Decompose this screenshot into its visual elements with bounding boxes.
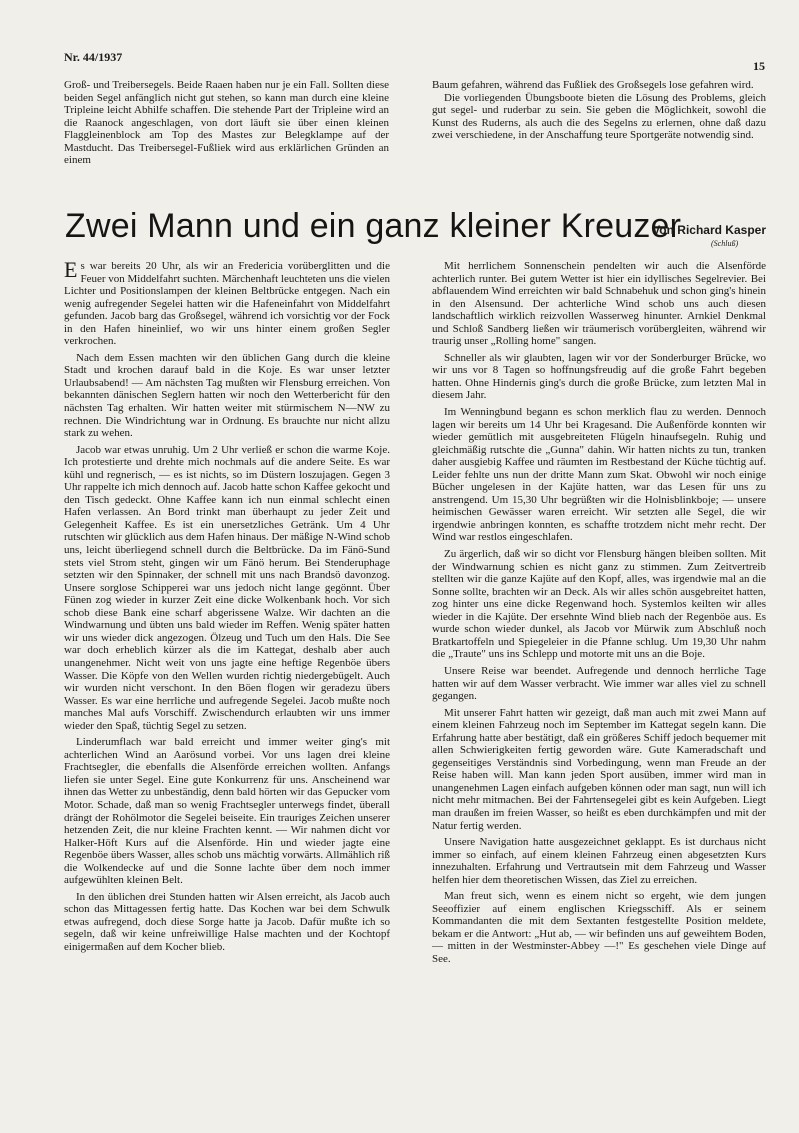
paragraph-text: s war bereits 20 Uhr, als wir an Fredericia vorüberglitten und die Feuer von Middelfahrt suchten. Märchenhaft leuchteten uns die vielen Lichter und Positionslampen der kleinen Beltbrücke entgegen. Nach ein wenig aufregender Segelei hatten wir die Hafeneinfahrt von Middelfahrt gefunden. Jacob barg das Großsegel, während ich vorsichtig vor der Fock in den Hafen hineinlief, wo wir uns hinter einem großen Segler verkrochen. [64, 260, 390, 348]
paragraph: Linderumflach war bald erreicht und immer weiter ging's mit achterlichen Wind an Aarösund vorbei. Vor uns lagen drei kleine Frachtsegler, die ebenfalls die Alsenförde erreichen wollten. Anfangs liefen sie unter Segel. Eine gute Konkurrenz für uns. Anscheinend war ihnen das Wetter zu unbeständig, denn bald hörten wir das Gepucker vom Motor. Schade, daß man so wenig Frachtsegler unterwegs findet, überall drängt der Rohölmotor die Segelei beiseite. Ein trauriges Zeichen unserer hetzenden Zeit, die nur kleine Frachten kennt. — Wir nahmen dicht vor Halker-Höft Kurs auf die Alsenförde. Hin und wieder jagte eine Regenböe übers Wasser, alles schob uns mächtig vorwärts. Allmählich riß die Wolkendecke auf und die Sonne lachte über dem noch immer aufgewühlten kleinen Belt. [64, 736, 390, 887]
article-right-column [432, 260, 766, 966]
paragraph: Schneller als wir glaubten, lagen wir vor der Sonderburger Brücke, wo wir uns vor 8 Tagen so hoffnungsfreudig auf die große Fahrt begeben hatten. Ohne Hindernis ging's durch die große Brücke, zum letzten Mal in diesem Jahr. [432, 351, 766, 402]
paragraph: Mit unserer Fahrt hatten wir gezeigt, daß man auch mit zwei Mann auf einem kleinen Fahrzeug noch im September im Kattegat segeln kann. Die Erfahrung hatte aber bestätigt, daß ein größeres Schiff jedoch bequemer mit allen Schwierigkeiten fertig geworden wäre. Gute Kameradschaft und gegenseitiges Verständnis sind Vorbedingung, wenn man Freude an der Reise haben will. Man kann jeden Sport ausüben, immer wird man in unangenehmen Lagen einfach aufgeben können oder man sagt, nun will ich nicht mehr mitmachen. Bei der Fahrtensegelei gibt es kein Aufgeben. Liegt man draußen im freien Wasser, so heißt es eben durchkämpfen und mit der Natur fertig werden. [432, 706, 766, 832]
issue-number: Nr. 44/1937 [64, 50, 123, 64]
paragraph: Man freut sich, wenn es einem nicht so ergeht, wie dem jungen Seeoffizier auf einem englischen Kriegsschiff. Als er seinem Kommandanten die mit dem Sextanten festgestellte Position meldete, bekam er die Antwort: „Hut ab, — wir befinden uns auf geweihtem Boden, — mitten in der Westminster-Abbey —!" Es geschehen viele Dinge auf See. [432, 890, 766, 965]
paragraph: Im Wenningbund begann es schon merklich flau zu werden. Dennoch lagen wir bereits um 14 Uhr bei Kragesand. Die Außenförde konnten wir wieder gemütlich mit ausgebreiteten Flügeln hinaufsegeln. Ruhig und gleichmäßig rutschte die „Gunna" dahin. Wir hatten nichts zu tun, tranken daher ausgiebig Kaffee und räumten im Restbestand der Küche tüchtig auf. Leider fehlte uns nun der dritte Mann zum Skat. Obwohl wir noch einige Bücher ungelesen in der Kajüte hatten, war das Lesen für uns zu anstrengend. Um 15,30 Uhr begrüßten wir die Holnisblinkboje; — unsere heimischen Gewässer waren erreicht. Wir setzten alle Segel, die wir irgendwie anbringen konnten, es schaffte trotzdem nicht mehr recht. Der Wind war restlos eingeschlafen. [432, 406, 766, 544]
paragraph: Nach dem Essen machten wir den üblichen Gang durch die kleine Stadt und krochen darauf bald in die Koje. Es war unser letzter Urlaubsabend! — Am nächsten Tag mußten wir Flensburg erreichen. Von bekannten dänischen Seglern hatten wir noch den Wetterbericht für den nächsten Tag erhalten. Wir hatten weiter mit stürmischem N—NW zu rechnen. Die Windrichtung war in Ordnung. Es brauchte nur nicht allzu stark zu wehen. [64, 351, 390, 440]
drop-cap: E [64, 257, 78, 282]
paragraph: Jacob war etwas unruhig. Um 2 Uhr verließ er schon die warme Koje. Ich protestierte und drehte mich nochmals auf die andere Seite. Es war kühl und regnerisch, — es ist nichts, so im Düstern loszujagen. Gegen 3 Uhr rappelte ich mich dennoch auf. Jacob hatte schon Kaffee gekocht und den Tisch gedeckt. Ohne Kaffee kann ich nun einmal schlecht einen Hafen verlassen. An Bord trinkt man überhaupt zu jeder Zeit und Gelegenheit Kaffee. Es ist ein unersetzliches Getränk. Um 4 Uhr rutschten wir glücklich aus dem Hafen hinaus. Der mäßige N-Wind schob uns, leicht überliegend schnell durch die Beltbrücke. Da im Fänö-Sund stets viel Strom steht, gingen wir um Fänö herum. Bei Stenderuphage setzten wir den Spinnaker, der schnell mit uns nach Brandsö davonzog. Unsere sorglose Schipperei war uns jedoch nicht lange gegönnt. Über Fünen zog wieder in kurzer Zeit eine dicke Wolkenbank hoch. Vor sich schob diese Bank eine scharf abgerissene Walze. Wir dachten an die Windwarnung und übten uns bald wieder im Reffen. Wenig später hatten wir uns wieder dick angezogen. Ölzeug und Tuch um den Hals. Die See war doch erheblich kürzer als die im Kattegat, deshalb aber auch unangenehmer. Nicht weit von uns jagte eine heftige Regenböe übers Wasser. Die Köpfe von den Wellen wurden richtig niedergebügelt. Auch wir wurden nicht verschont. In den Böen flogen wir geradezu übers Wasser. Es war eine herrliche und aufregende Segelei. Jacob mußte noch manches Mal aufs Vorschiff. Zwischendurch erlaubten wir uns immer wieder den Spaß, tüchtig Segel zu setzen. [64, 443, 390, 732]
previous-article-left-column [64, 79, 389, 167]
paragraph: Groß- und Treibersegels. Beide Raaen haben nur je ein Fall. Sollten diese beiden Segel anfänglich nicht gut stehen, so kann man durch eine kleine Tripleine leicht Abhilfe schaffen. Die stehende Part der Tripleine wird an die Raanock angeschlagen, von dort läuft sie über einen kleinen Flaggleinenblock am Top des Mastes zur Belegklampe auf der Mastducht. Das Treibersegel-Fußliek wird aus erklärlichen Gründen an einem [64, 79, 389, 167]
paragraph: Die vorliegenden Übungsboote bieten die Lösung des Problems, gleich gut segel- und ruderbar zu sein. Sie geben die Möglichkeit, sowohl die Kunst des Ruderns, als auch die des Segelns zu erlernen, ohne daß dazu zwei verschiedene, in der Anschaffung teure Sportgeräte notwendig sind. [432, 91, 766, 142]
article-byline: Von Richard Kasper [652, 223, 766, 237]
paragraph: Mit herrlichem Sonnenschein pendelten wir auch die Alsenförde achterlich runter. Bei gutem Wetter ist hier ein idyllisches Segelrevier. Bei abflauendem Wind erreichten wir bald Schnabehuk und schon ging's hinein in den Alsensund. Der achterliche Wind schob uns auch diesen landschaftlich wirklich reizvollen Wasserweg hinunter. Arnkiel Denkmal und Schloß Sandberg ließen wir träumerisch vorübergleiten, während wir traurig unser „Rolling home" sangen. [432, 260, 766, 348]
article-title: Zwei Mann und ein ganz kleiner Kreuzer [65, 207, 682, 245]
paragraph: Unsere Navigation hatte ausgezeichnet geklappt. Es ist durchaus nicht immer so einfach, auf einem kleinen Fahrzeug einen abgesetzten Kurs innezuhalten. Erfahrung und Vertrautsein mit dem Fahrzeug und Wasser helfen hier dem theoretischen Wissen, das Ziel zu erreichen. [432, 836, 766, 886]
paragraph: Unsere Reise war beendet. Aufregende und dennoch herrliche Tage hatten wir auf dem Wasser verbracht. Wie immer war alles viel zu schnell gegangen. [432, 664, 766, 703]
previous-article-right-column [432, 79, 766, 142]
continuation-note: (Schluß) [711, 239, 739, 248]
article-left-column [64, 257, 390, 954]
paragraph: Zu ärgerlich, daß wir so dicht vor Flensburg hängen bleiben sollten. Mit der Windwarnung schien es nicht ganz zu stimmen. Zum Zeitvertreib stellten wir die ganze Kajüte auf den Kopf, alles, was irgendwie mal an die Sonne sollte, brachten wir an Deck. Als wir alles schön ausgebreitet hatten, zog hinter uns eine dicke Regenwand hoch. Systemlos keilten wir alles wieder in die Kajüte. Der ersehnte Wind blieb nach der Regenböe aus. Es wurde schon wieder dunkel, als Jacob vor Mürwik zum Abschluß noch Bratkartoffeln und Spiegeleier in die Pfanne schlug. Um 19,30 Uhr nahm die „Traute" uns ins Schlepp und motorte mit uns an die Boje. [432, 548, 766, 661]
paragraph [64, 257, 390, 348]
paragraph: In den üblichen drei Stunden hatten wir Alsen erreicht, als Jacob auch schon das Mittagessen fertig hatte. Das Kochen war bei dem Schwulk etwas aufregend, doch diese Sorge hatte ja Jacob. Dafür mußte ich so segeln, daß wir keine unfreiwillige Halse machten und der Kochtopf einigermaßen auf dem Kocher blieb. [64, 890, 390, 953]
page-number: 15 [753, 59, 765, 73]
paragraph: Baum gefahren, während das Fußliek des Großsegels lose gefahren wird. [432, 79, 754, 91]
